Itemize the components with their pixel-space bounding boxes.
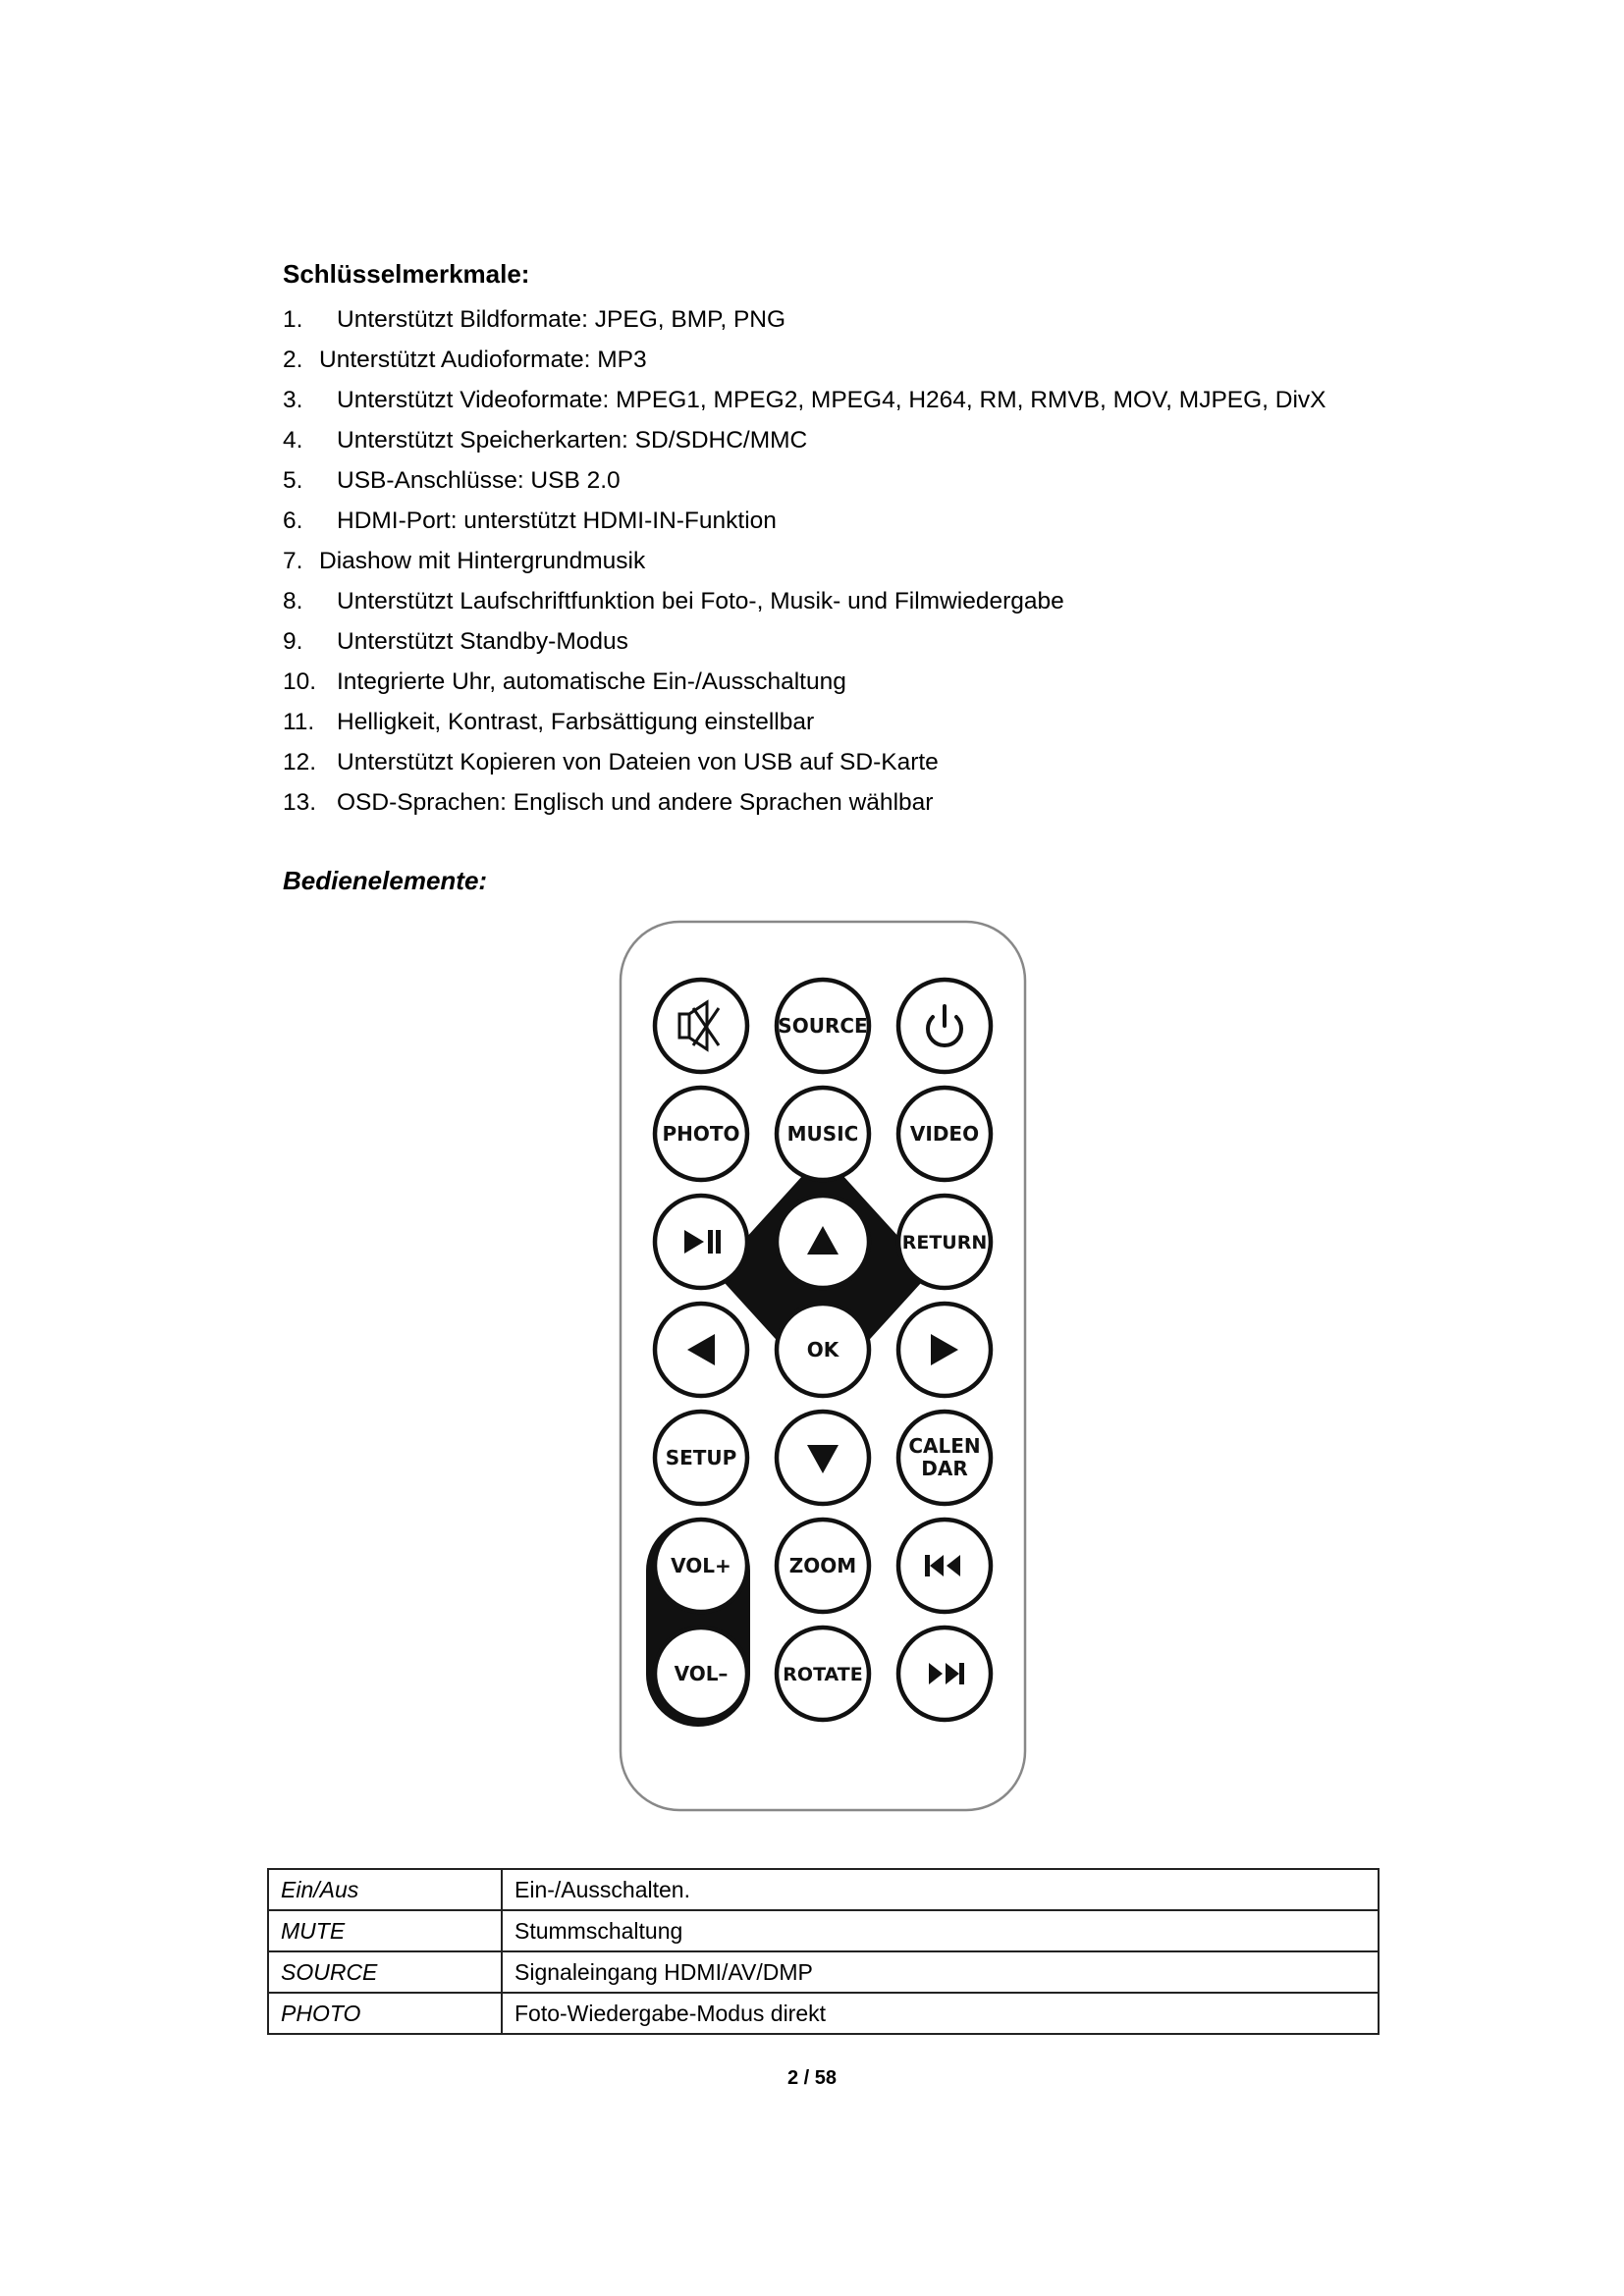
power-button[interactable] [898, 980, 991, 1072]
table-row [268, 1993, 1379, 2034]
rotate-button[interactable] [777, 1628, 869, 1720]
feature-number: 3. [283, 387, 303, 413]
feature-number: 6. [283, 507, 303, 534]
source-label: SOURCE [778, 1014, 868, 1038]
control-name: PHOTO [268, 1993, 502, 2034]
feature-text: Helligkeit, Kontrast, Farbsättigung einstellbar [337, 709, 815, 735]
music-button[interactable] [777, 1088, 869, 1180]
rotate-label: ROTATE [783, 1664, 863, 1685]
up-button[interactable] [777, 1196, 869, 1288]
feature-item [283, 702, 1326, 742]
feature-number: 1. [283, 306, 303, 333]
feature-number: 12. [283, 749, 317, 775]
play-pause-button[interactable] [655, 1196, 747, 1288]
ok-label: OK [806, 1338, 839, 1362]
feature-text: Unterstützt Bildformate: JPEG, BMP, PNG [337, 306, 786, 333]
table-row [268, 1910, 1379, 1951]
control-description: Ein-/Ausschalten. [502, 1869, 1379, 1910]
feature-item [283, 742, 1326, 782]
photo-label: PHOTO [662, 1122, 740, 1146]
feature-number: 7. [283, 548, 303, 574]
previous-button[interactable] [898, 1520, 991, 1612]
feature-text: Unterstützt Kopieren von Dateien von USB auf SD-Karte [337, 749, 939, 775]
feature-item [283, 621, 1326, 662]
right-button[interactable] [898, 1304, 991, 1396]
page-number: 2 / 58 [786, 2067, 838, 2089]
calendar-label-line2: DAR [921, 1457, 968, 1480]
calendar-button[interactable] [898, 1412, 991, 1504]
feature-item [283, 782, 1326, 823]
feature-text: Unterstützt Videoformate: MPEG1, MPEG2, MPEG4, H264, RM, RMVB, MOV, MJPEG, DivX [337, 387, 1326, 413]
control-description: Stummschaltung [502, 1910, 1379, 1951]
control-name: SOURCE [268, 1951, 502, 1993]
photo-button[interactable] [655, 1088, 747, 1180]
feature-text: Unterstützt Laufschriftfunktion bei Foto-, Musik- und Filmwiedergabe [337, 588, 1064, 614]
volume-up-label: VOL+ [671, 1554, 731, 1577]
feature-number: 11. [283, 709, 315, 735]
feature-number: 8. [283, 588, 303, 614]
feature-item [283, 299, 1326, 340]
music-label: MUSIC [786, 1122, 859, 1146]
feature-item [283, 662, 1326, 702]
setup-label: SETUP [665, 1446, 737, 1469]
video-button[interactable] [898, 1088, 991, 1180]
feature-text: HDMI-Port: unterstützt HDMI-IN-Funktion [337, 507, 777, 534]
feature-number: 2. [283, 347, 303, 373]
mute-button[interactable] [655, 980, 747, 1072]
feature-text: Unterstützt Standby-Modus [337, 628, 628, 655]
remote-control-illustration [617, 918, 1029, 1816]
down-button[interactable] [777, 1412, 869, 1504]
control-name: MUTE [268, 1910, 502, 1951]
features-heading: Schlüsselmerkmale: [283, 259, 530, 289]
feature-text: Unterstützt Audioformate: MP3 [319, 347, 647, 373]
feature-text: OSD-Sprachen: Englisch und andere Sprachen wählbar [337, 789, 934, 816]
table-row [268, 1951, 1379, 1993]
calendar-label-line1: CALEN [908, 1434, 981, 1458]
features-list [283, 299, 1326, 823]
feature-text: Unterstützt Speicherkarten: SD/SDHC/MMC [337, 427, 808, 454]
feature-number: 9. [283, 628, 303, 655]
feature-item [283, 541, 1326, 581]
return-label: RETURN [901, 1232, 988, 1254]
source-button[interactable] [777, 980, 869, 1072]
feature-item [283, 340, 1326, 380]
volume-down-label: VOL– [674, 1662, 729, 1685]
feature-number: 13. [283, 789, 317, 816]
zoom-label: ZOOM [788, 1554, 857, 1577]
control-description: Foto-Wiedergabe-Modus direkt [502, 1993, 1379, 2034]
feature-number: 5. [283, 467, 303, 494]
feature-item [283, 581, 1326, 621]
feature-text: Diashow mit Hintergrundmusik [319, 548, 646, 574]
controls-table [267, 1868, 1380, 2035]
feature-text: USB-Anschlüsse: USB 2.0 [337, 467, 621, 494]
feature-item [283, 460, 1326, 501]
ok-button[interactable] [777, 1304, 869, 1396]
control-description: Signaleingang HDMI/AV/DMP [502, 1951, 1379, 1993]
controls-heading: Bedienelemente: [283, 866, 488, 895]
video-label: VIDEO [909, 1122, 980, 1146]
feature-item [283, 501, 1326, 541]
zoom-button[interactable] [777, 1520, 869, 1612]
feature-text: Integrierte Uhr, automatische Ein-/Ausschaltung [337, 668, 846, 695]
feature-number: 4. [283, 427, 303, 454]
feature-number: 10. [283, 668, 317, 695]
left-button[interactable] [655, 1304, 747, 1396]
table-row [268, 1869, 1379, 1910]
volume-down-button[interactable] [655, 1628, 747, 1720]
volume-up-button[interactable] [655, 1520, 747, 1612]
feature-item [283, 420, 1326, 460]
setup-button[interactable] [655, 1412, 747, 1504]
next-button[interactable] [898, 1628, 991, 1720]
control-name: Ein/Aus [268, 1869, 502, 1910]
feature-item [283, 380, 1326, 420]
return-button[interactable] [898, 1196, 991, 1288]
